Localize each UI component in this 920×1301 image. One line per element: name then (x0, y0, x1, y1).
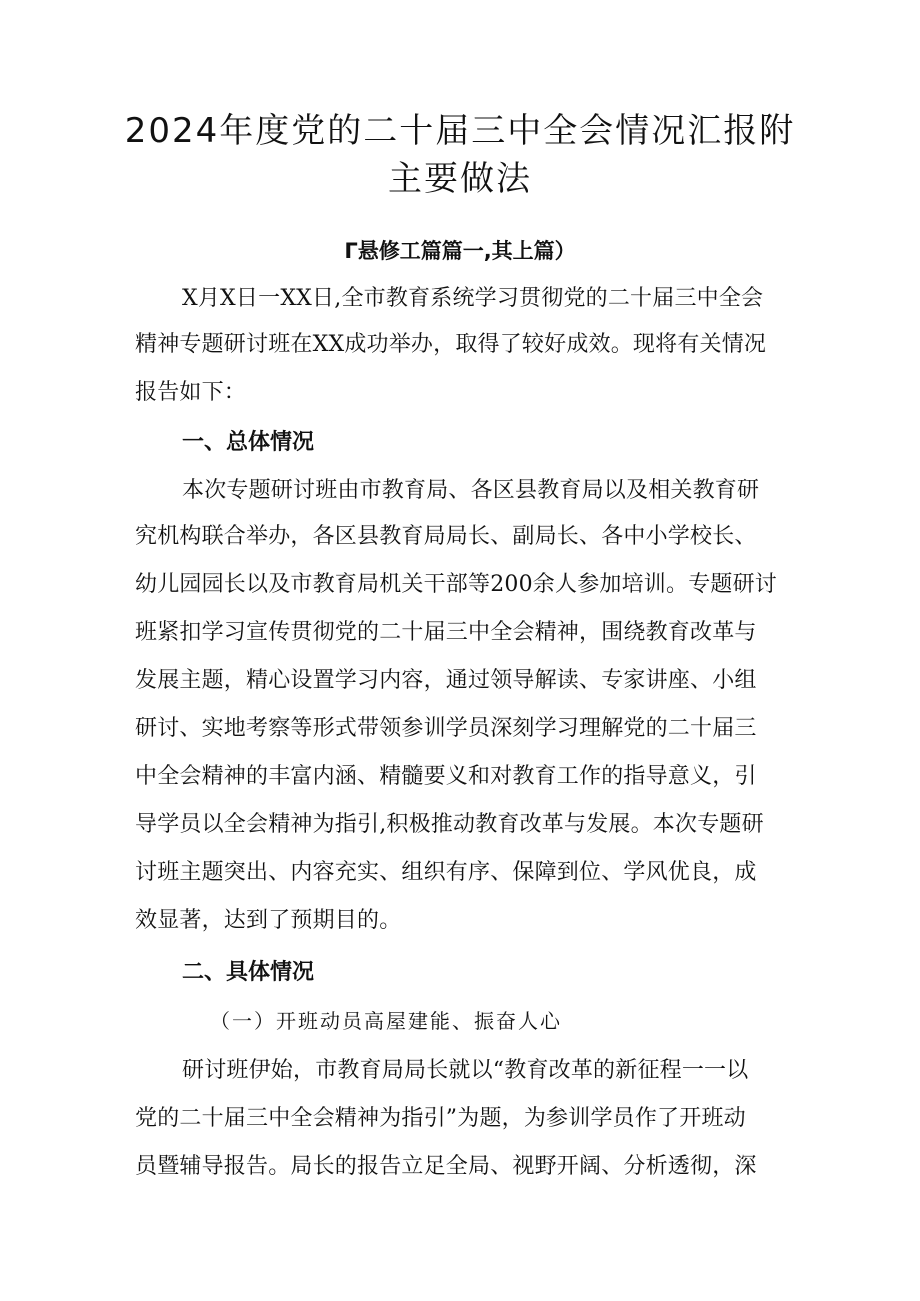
section-2-heading: 二、具体情况 (182, 960, 315, 985)
section-1-line-10: 效显著，达到了预期目的。 (135, 908, 402, 933)
section-1-line-2: 究机构联合举办，各区县教育局局长、副局长、各中小学校长、 (135, 524, 757, 549)
intro-line-2: 精神专题研讨班在XX成功举办，取得了较好成效。现将有关情况 (135, 332, 767, 357)
section-1-line-8: 导学员以全会精神为指引,积极推动教育改革与发展。本次专题研 (135, 812, 764, 837)
section-1-line-1: 本次专题研讨班由市教育局、各区县教育局以及相关教育研 (182, 478, 760, 503)
section-1-line-3: 幼儿园园长以及市教育局机关干部等200余人参加培训。专题研讨 (135, 572, 777, 597)
section-2-line-2: 党的二十届三中全会精神为指引”为题，为参训学员作了开班动 (135, 1106, 746, 1131)
section-1-heading: 一、总体情况 (182, 430, 315, 455)
section-2-subheading: （一）开班动员高屋建能、振奋人心 (210, 1009, 562, 1033)
intro-line-1: X月X日一XX日,全市教育系统学习贯彻党的二十届三中全会 (182, 286, 764, 311)
section-1-line-6: 研讨、实地考察等形式带领参训学员深刻学习理解党的二十届三 (135, 716, 757, 741)
document-subtitle: Γ悬修工篇篇一,其上篇） (344, 239, 576, 263)
document-title-line-1: 2024年度党的二十届三中全会情况汇报附 (124, 111, 796, 151)
section-1-line-5: 发展主题，精心设置学习内容，通过领导解读、专家讲座、小组 (135, 668, 757, 693)
section-2-line-3: 员暨辅导报告。局长的报告立足全局、视野开阔、分析透彻，深 (135, 1154, 757, 1179)
section-1-line-4: 班紧扣学习宣传贯彻党的二十届三中全会精神，围绕教育改革与 (135, 620, 757, 645)
section-1-line-7: 中全会精神的丰富内涵、精髓要义和对教育工作的指导意义，引 (135, 764, 757, 789)
document-title-line-2: 主要做法 (388, 159, 532, 199)
section-1-line-9: 讨班主题突出、内容充实、组织有序、保障到位、学风优良，成 (135, 860, 757, 885)
intro-line-3: 报告如下： (135, 380, 247, 405)
section-2-line-1: 研讨班伊始，市教育局局长就以“教育改革的新征程一一以 (182, 1058, 749, 1083)
